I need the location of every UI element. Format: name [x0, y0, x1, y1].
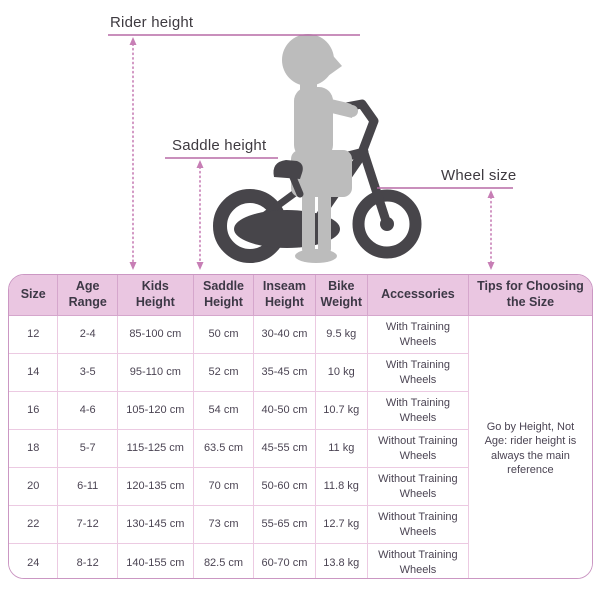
- age-range-cell: 4-6: [58, 392, 117, 430]
- age-range-cell: 5-7: [58, 430, 117, 468]
- age-range-cell: 8-12: [58, 544, 117, 580]
- kids-height-cell: 85-100 cm: [117, 316, 193, 354]
- bike-weight-cell: 12.7 kg: [315, 506, 367, 544]
- accessories-cell: With Training Wheels: [368, 392, 469, 430]
- saddle-height-cell: 70 cm: [193, 468, 254, 506]
- age-range-cell: 2-4: [58, 316, 117, 354]
- saddle-height-cell: 52 cm: [193, 354, 254, 392]
- bike-saddle-group: [274, 160, 303, 194]
- saddle-height-label: Saddle height: [172, 137, 267, 154]
- rider-height-label: Rider height: [110, 14, 194, 31]
- kid-hand: [346, 105, 358, 117]
- saddle-height-arrow-down: [197, 262, 204, 270]
- kid-torso: [294, 87, 333, 159]
- saddle-height-cell: 50 cm: [193, 316, 254, 354]
- bike-weight-cell: 11 kg: [315, 430, 367, 468]
- kids-height-cell: 115-125 cm: [117, 430, 193, 468]
- kid-leg-back: [302, 192, 315, 254]
- kids-height-cell: 130-145 cm: [117, 506, 193, 544]
- kid-shoe: [295, 249, 337, 263]
- accessories-cell: With Training Wheels: [368, 316, 469, 354]
- bike-weight-cell: 10 kg: [315, 354, 367, 392]
- kid-leg-front: [318, 192, 331, 254]
- inseam-height-cell: 30-40 cm: [254, 316, 315, 354]
- size-cell: 18: [9, 430, 58, 468]
- size-cell: 22: [9, 506, 58, 544]
- age-range-cell: 6-11: [58, 468, 117, 506]
- saddle-height-cell: 63.5 cm: [193, 430, 254, 468]
- inseam-height-cell: 45-55 cm: [254, 430, 315, 468]
- accessories-cell: Without Training Wheels: [368, 544, 469, 580]
- accessories-cell: Without Training Wheels: [368, 506, 469, 544]
- kids-height-cell: 95-110 cm: [117, 354, 193, 392]
- kids-height-cell: 120-135 cm: [117, 468, 193, 506]
- col-header-inseam-height: Inseam Height: [254, 275, 315, 316]
- inseam-height-cell: 55-65 cm: [254, 506, 315, 544]
- bike-weight-cell: 10.7 kg: [315, 392, 367, 430]
- saddle-height-cell: 82.5 cm: [193, 544, 254, 580]
- inseam-height-cell: 40-50 cm: [254, 392, 315, 430]
- col-header-age-range: Age Range: [58, 275, 117, 316]
- accessories-cell: Without Training Wheels: [368, 468, 469, 506]
- inseam-height-cell: 35-45 cm: [254, 354, 315, 392]
- wheel-size-arrow-down: [488, 262, 495, 270]
- rider-height-arrow-down: [130, 262, 137, 270]
- inseam-height-cell: 60-70 cm: [254, 544, 315, 580]
- accessories-cell: With Training Wheels: [368, 354, 469, 392]
- size-cell: 14: [9, 354, 58, 392]
- kids-height-cell: 105-120 cm: [117, 392, 193, 430]
- size-cell: 16: [9, 392, 58, 430]
- size-chart-table: [8, 274, 593, 579]
- col-header-kids-height: Kids Height: [117, 275, 193, 316]
- accessories-cell: Without Training Wheels: [368, 430, 469, 468]
- bike-weight-cell: 13.8 kg: [315, 544, 367, 580]
- inseam-height-cell: 50-60 cm: [254, 468, 315, 506]
- rider-height-arrow-up: [130, 37, 137, 45]
- size-cell: 24: [9, 544, 58, 580]
- col-header-bike-weight: Bike Weight: [315, 275, 367, 316]
- header-row: [9, 275, 592, 316]
- table-row: [9, 316, 592, 354]
- col-header-tips: Tips for Choosing the Size: [468, 275, 592, 316]
- col-header-accessories: Accessories: [368, 275, 469, 316]
- size-cell: 12: [9, 316, 58, 354]
- saddle-height-cell: 73 cm: [193, 506, 254, 544]
- col-header-saddle-height: Saddle Height: [193, 275, 254, 316]
- kids-height-cell: 140-155 cm: [117, 544, 193, 580]
- wheel-size-label: Wheel size: [441, 167, 517, 184]
- saddle-height-cell: 54 cm: [193, 392, 254, 430]
- bike-weight-cell: 9.5 kg: [315, 316, 367, 354]
- kid-bike-illustration: [0, 0, 600, 275]
- col-header-size: Size: [9, 275, 58, 316]
- wheel-size-arrow-up: [488, 190, 495, 198]
- age-range-cell: 7-12: [58, 506, 117, 544]
- saddle-height-arrow-up: [197, 160, 204, 168]
- size-cell: 20: [9, 468, 58, 506]
- tips-cell: Go by Height, Not Age: rider height is always the main reference: [468, 316, 592, 580]
- saddle: [274, 160, 303, 179]
- age-range-cell: 3-5: [58, 354, 117, 392]
- bike-weight-cell: 11.8 kg: [315, 468, 367, 506]
